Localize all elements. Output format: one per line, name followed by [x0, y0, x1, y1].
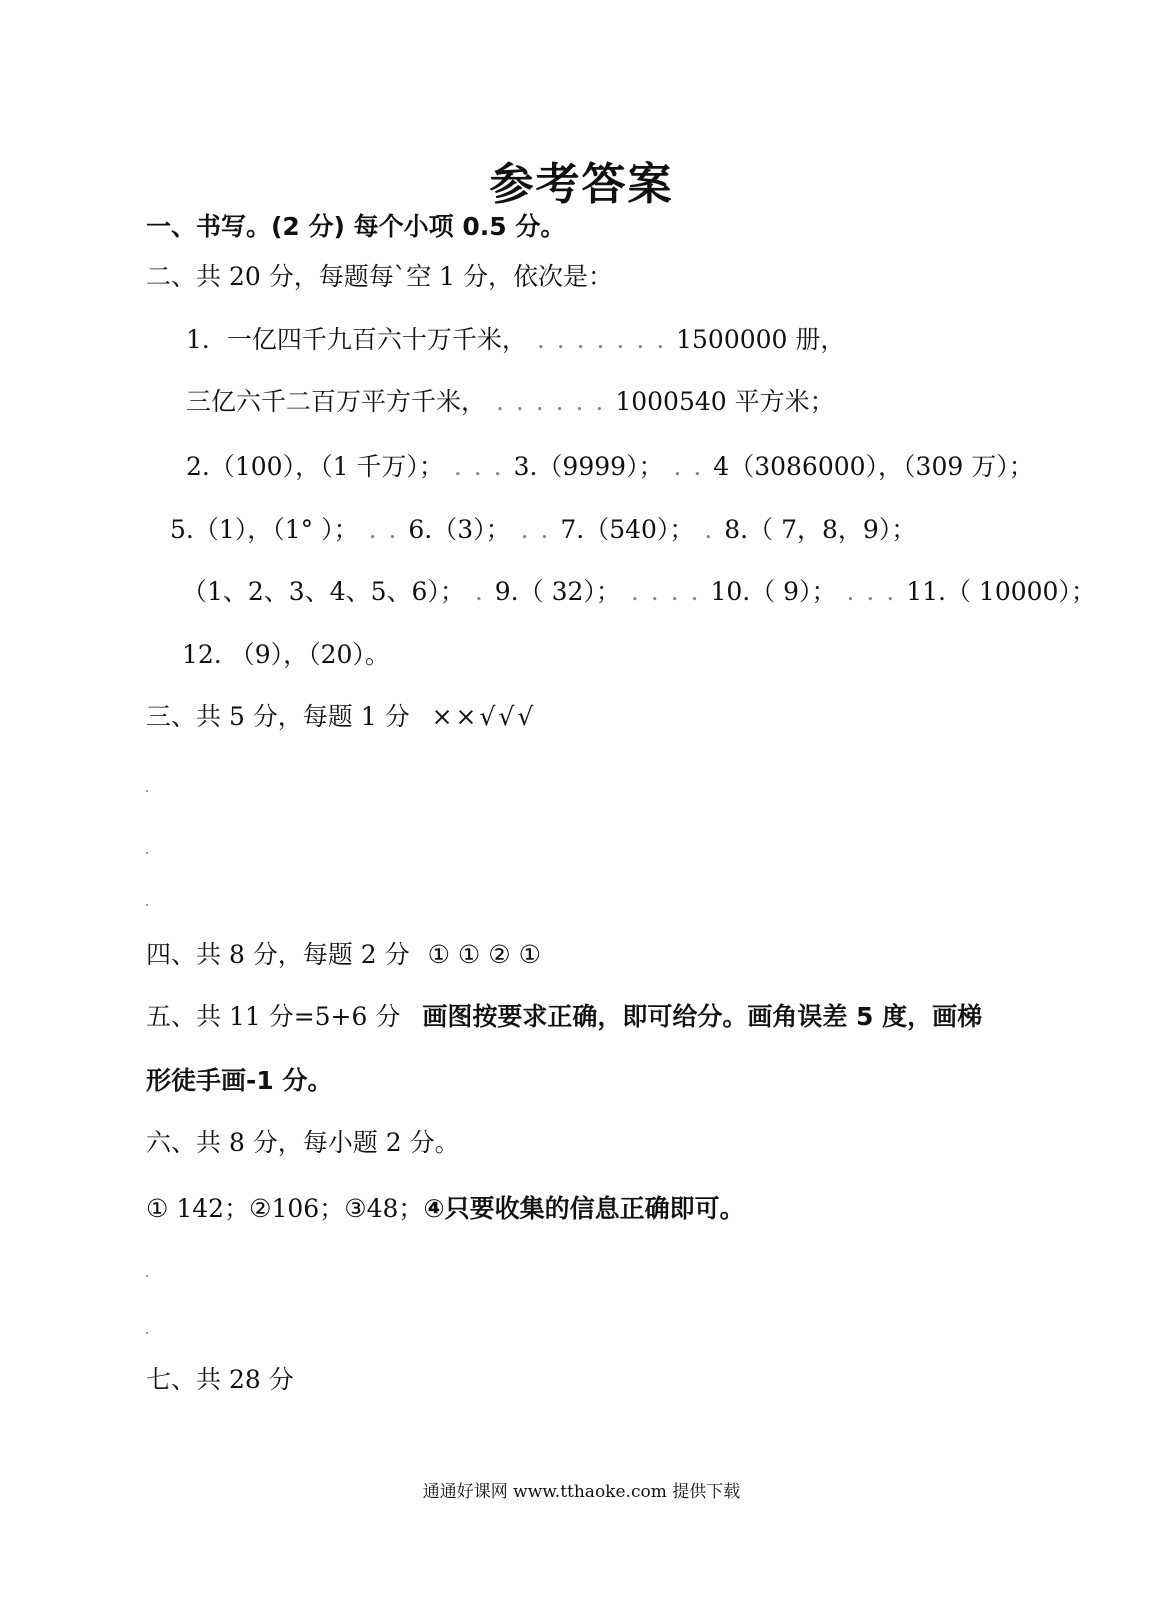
- section-6-answers: [146, 1192, 745, 1226]
- q8-answer: 8.（ 7，8，9）；: [724, 515, 917, 544]
- q6-answer: 6.（3）；: [408, 515, 511, 544]
- q1-line-b: [186, 385, 835, 419]
- section-3-heading: 三、共 5 分，每题 1 分: [146, 702, 410, 731]
- footer-credit: 通通好课网 www.tthaoke.com 提供下载: [422, 1482, 741, 1502]
- section-1-text: 一、书写。(2 分) 每个小项 0.5 分。: [146, 212, 566, 241]
- q5-q8-line: 5.（1），（1° ）； . . 6.（3）； . . 7.（540）； . 8.（ 7，8，9）；: [170, 515, 917, 544]
- q7-answer: 7.（540）；: [560, 515, 695, 544]
- section-5-line-b: 形徒手画-1 分。: [146, 1066, 333, 1095]
- section-4-answers: ① ① ② ①: [427, 940, 542, 969]
- section-5-line-a: [146, 1000, 982, 1034]
- section-3: [146, 700, 536, 734]
- section-7-heading: 七、共 28 分: [146, 1365, 294, 1394]
- section-6-answers-2: ④只要收集的信息正确即可。: [423, 1194, 745, 1223]
- q1-a-text: 1．一亿四千九百六十万千米，: [186, 325, 527, 354]
- q4-answer: 4（3086000），（309 万）；: [713, 452, 1034, 481]
- section-4-heading: 四、共 8 分，每题 2 分: [146, 940, 410, 969]
- section-5-text: 画图按要求正确，即可给分。画角误差 5 度，画梯: [422, 1002, 983, 1031]
- q11-answer: 11.（ 10000）；: [906, 577, 1096, 606]
- q1-a-value: 1500000 册，: [676, 325, 846, 354]
- scan-speck: [146, 790, 148, 792]
- q12-line: 12. （9），（20）。: [182, 640, 390, 669]
- q1-b-text: 三亿六千二百万平方千米，: [186, 387, 487, 416]
- section-1: [146, 210, 565, 244]
- section-3-answers: ××√√√: [431, 702, 537, 731]
- q1-line-a: [186, 323, 845, 357]
- page-title: 参考答案: [489, 159, 674, 210]
- leader-dots: . . . . . . .: [526, 325, 677, 354]
- q3-answer: 3.（9999）；: [513, 452, 664, 481]
- section-2-heading: 二、共 20 分，每题每`空 1 分，依次是：: [146, 262, 614, 291]
- section-6-heading: 六、共 8 分，每小题 2 分。: [146, 1128, 460, 1157]
- q8-q11-line: （1、2、3、4、5、6）； . 9.（ 32）； . . . . 10.（ 9）； . . . 11.（ 10000）；: [182, 577, 1096, 606]
- section-4: [146, 938, 541, 972]
- q10-answer: 10.（ 9）；: [710, 577, 837, 606]
- scan-speck: [146, 1332, 148, 1334]
- scan-speck: [146, 1275, 148, 1277]
- section-6-answers-1: ① 142；②106；③48；: [146, 1194, 424, 1223]
- q9-answer: 9.（ 32）；: [494, 577, 621, 606]
- q2-answer: 2.（100），（1 千万）；: [186, 452, 444, 481]
- q5-answer: 5.（1），（1° ）；: [170, 515, 359, 544]
- scan-speck: [146, 852, 148, 854]
- leader-dots: . . . . . .: [486, 387, 616, 416]
- q1-b-value: 1000540 平方米；: [615, 387, 835, 416]
- q8-answer-continued: （1、2、3、4、5、6）；: [182, 577, 465, 606]
- q2-q4-line: 2.（100），（1 千万）； . . . 3.（9999）； . . 4（3086000），（309 万）；: [186, 452, 1034, 481]
- section-5-heading: 五、共 11 分=5+6 分: [146, 1002, 401, 1031]
- scan-speck: [146, 904, 148, 906]
